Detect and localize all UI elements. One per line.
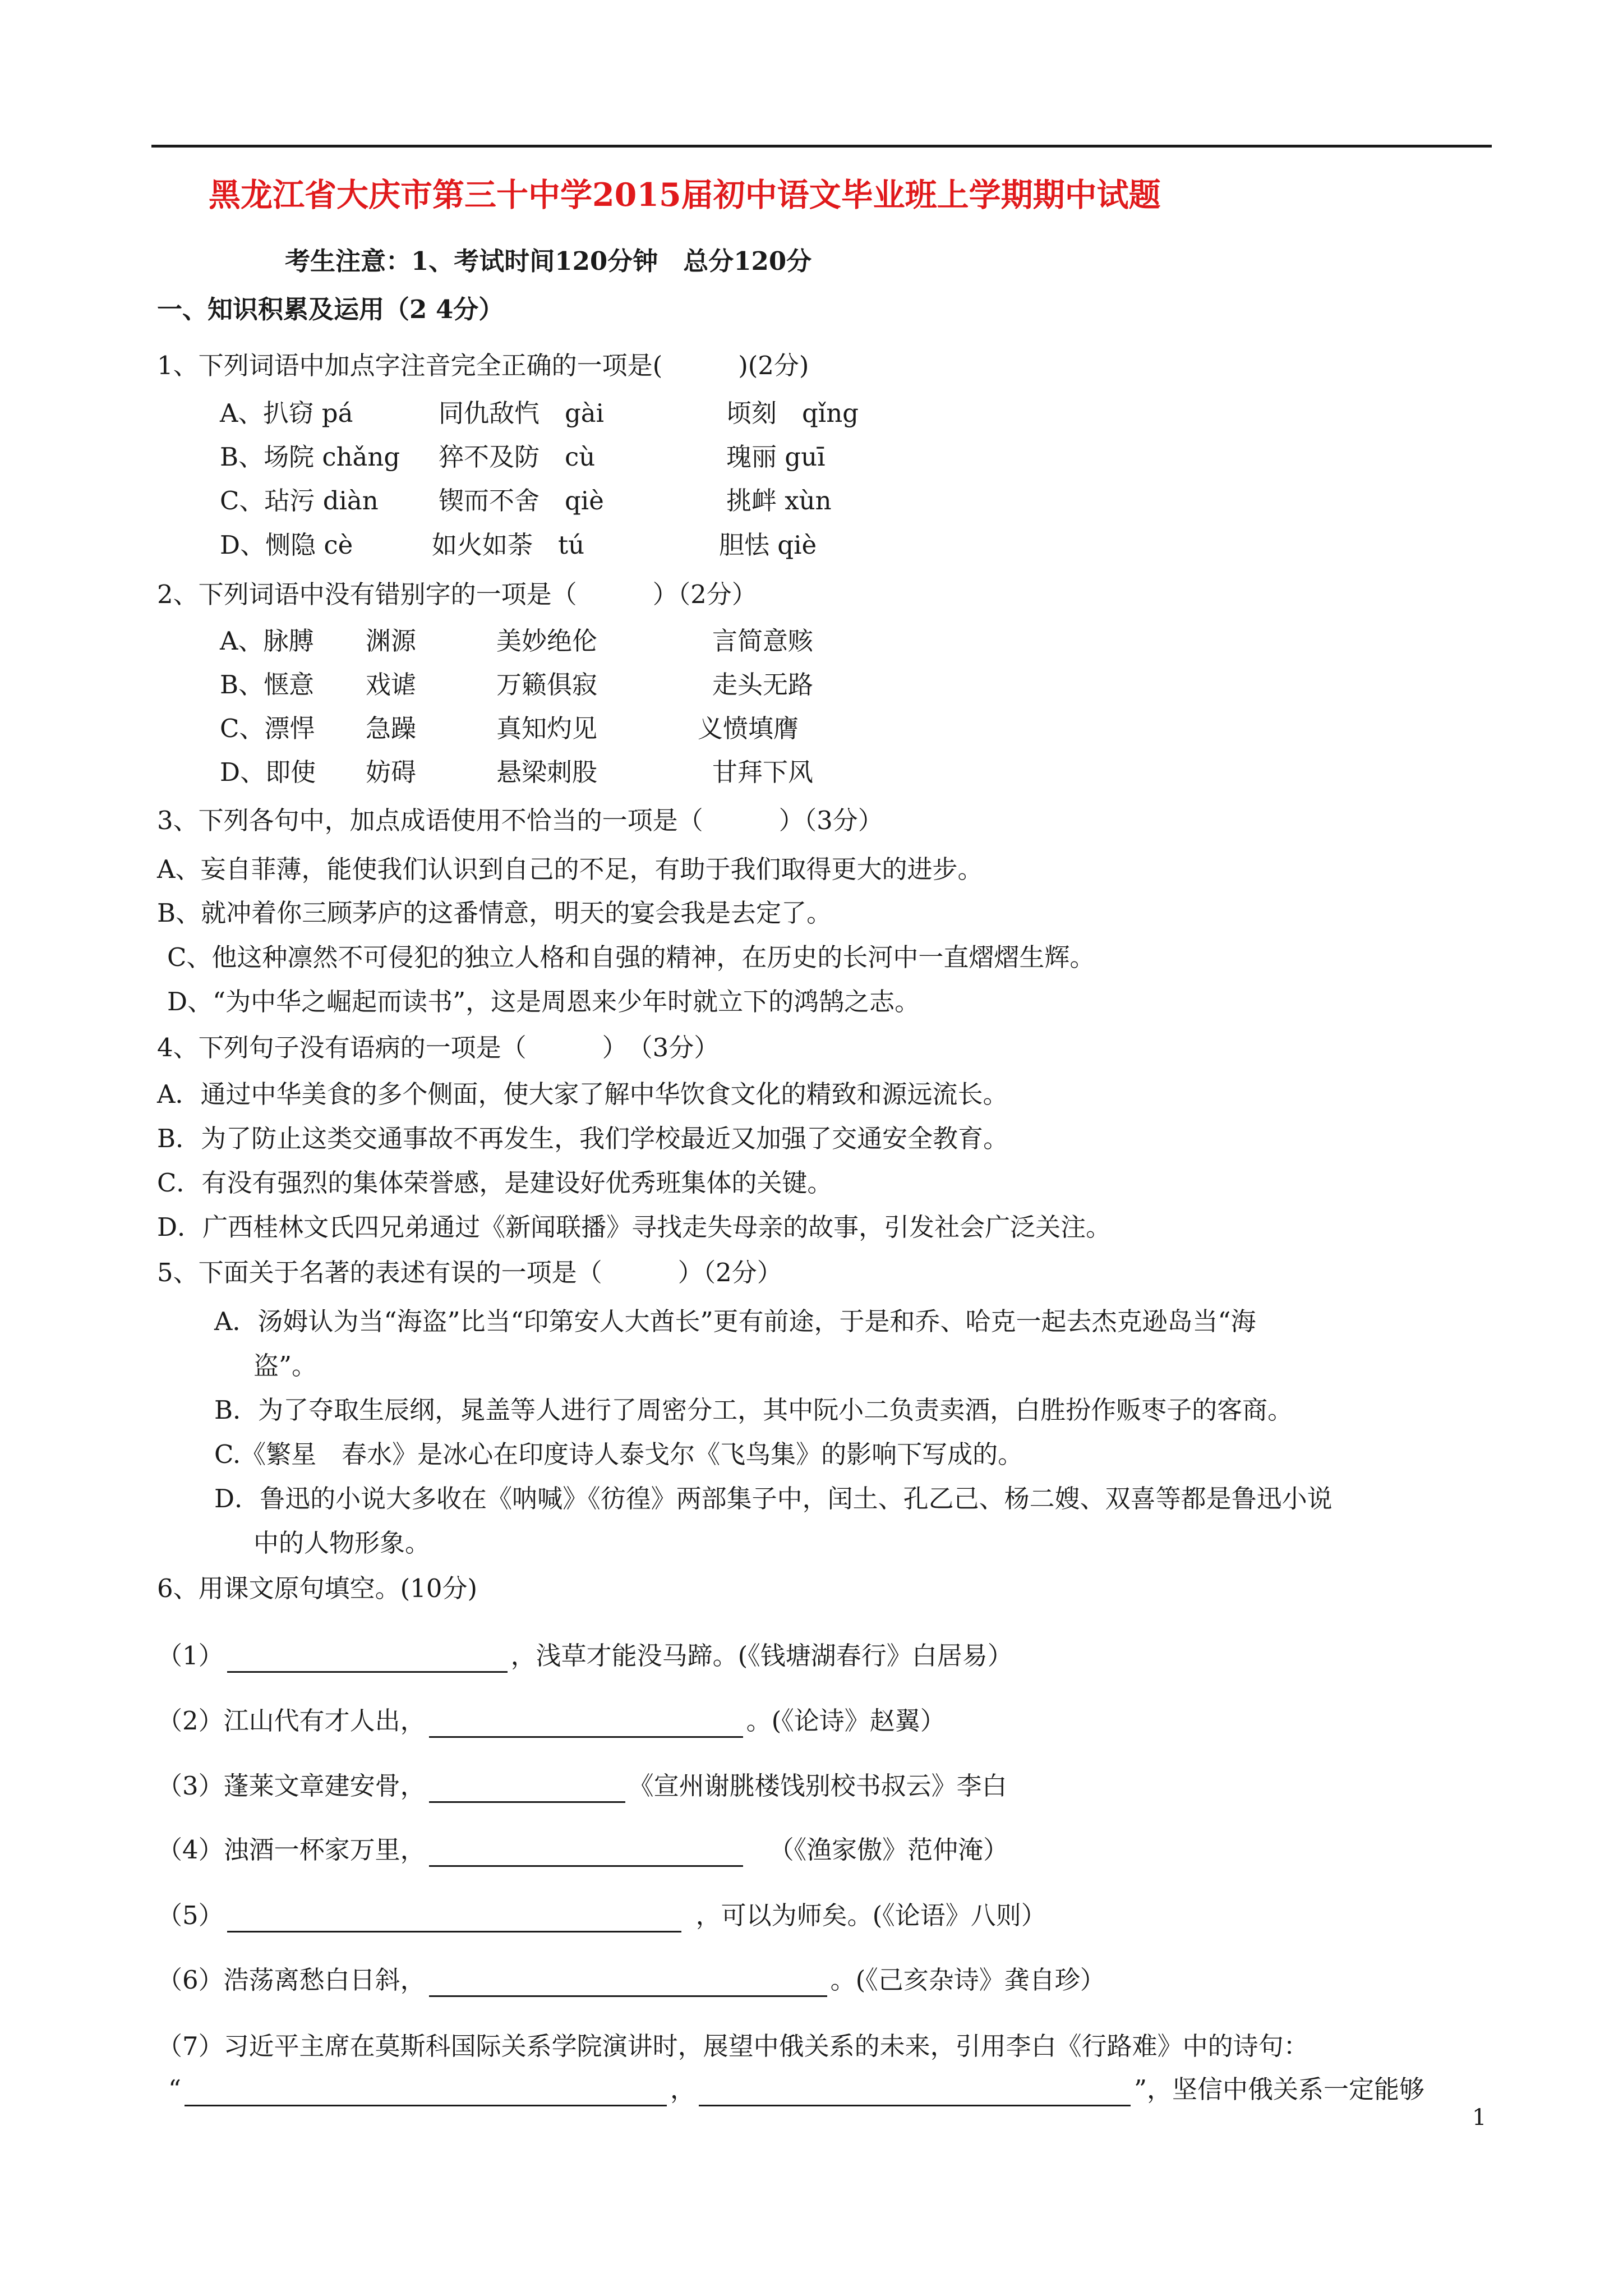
q5-option-d-continued: 中的人物形象。 — [253, 1528, 431, 1558]
q6-item-3-prefix: （3）蓬莱文章建安骨， — [157, 1771, 426, 1801]
q6-item-4-prefix: （4）浊酒一杯家万里， — [157, 1835, 426, 1865]
q6-item-1 — [157, 1639, 1013, 1673]
q6-item-7-blank-2[interactable] — [699, 2079, 1131, 2106]
q1-option-b-2: 猝不及防 cù — [439, 442, 596, 472]
q6-item-2-prefix: （2）江山代有才人出， — [157, 1706, 426, 1736]
q5-option-d: D．鲁迅的小说大多收在《呐喊》《彷徨》两部集子中，闰土、孔乙己、杨二嫂、双喜等都是鲁迅小说 — [214, 1484, 1332, 1513]
q1-option-d-2: 如火如荼 tú — [432, 530, 585, 560]
q6-item-5-prefix: （5） — [157, 1901, 224, 1930]
q6-item-2-blank[interactable] — [429, 1710, 743, 1738]
q2-option-c-3: 真知灼见 — [496, 714, 598, 743]
q6-item-7-tail: ”，坚信中俄关系一定能够 — [1134, 2074, 1425, 2104]
q6-item-7-line1: （7）习近平主席在莫斯科国际关系学院演讲时，展望中俄关系的未来，引用李白《行路难》中的诗句： — [157, 2031, 1309, 2061]
q3-option-a: A、妄自菲薄，能使我们认识到自己的不足，有助于我们取得更大的进步。 — [157, 854, 983, 884]
q6-item-1-blank[interactable] — [227, 1645, 508, 1673]
q2-option-a-2: 渊源 — [366, 626, 417, 656]
q6-item-5-blank[interactable] — [227, 1905, 681, 1932]
q4-option-a: A．通过中华美食的多个侧面，使大家了解中华饮食文化的精致和源远流长。 — [157, 1079, 1008, 1109]
q1-option-a-1: A、扒窃 pá — [220, 398, 353, 428]
section-1-heading: 一、知识积累及运用（2 4分） — [157, 295, 504, 324]
q1-option-b-1: B、场院 chǎng — [220, 442, 400, 472]
q4-option-b: B．为了防止这类交通事故不再发生，我们学校最近又加强了交通安全教育。 — [157, 1124, 1009, 1153]
q6-item-5-suffix: ，可以为师矣。(《论语》八则） — [695, 1901, 1046, 1930]
q2-option-b-3: 万籁俱寂 — [496, 670, 598, 700]
q2-option-d-2: 妨碍 — [366, 757, 417, 787]
q1-option-c-3: 挑衅 xùn — [726, 486, 832, 516]
header-rule — [151, 145, 1492, 148]
q6-item-4-suffix: （《渔家傲》范仲淹） — [768, 1835, 1009, 1865]
q2-option-c-4: 义愤填膺 — [698, 714, 799, 743]
q6-item-3-suffix: 《宣州谢朓楼饯别校书叔云》李白 — [628, 1771, 1007, 1801]
q2-option-a-4: 言简意赅 — [712, 626, 814, 656]
q3-option-d: D、“为中华之崛起而读书”，这是周恩来少年时就立下的鸿鹄之志。 — [167, 987, 920, 1016]
q6-item-1-suffix: ，浅草才能没马蹄。(《钱塘湖春行》白居易） — [510, 1641, 1013, 1671]
q1-option-c-2: 锲而不舍 qiè — [439, 486, 604, 516]
exam-notice: 考生注意：1、考试时间120分钟 总分120分 — [285, 246, 812, 276]
q6-item-7-blank-1[interactable] — [185, 2079, 667, 2106]
q2-option-b-4: 走头无路 — [712, 670, 814, 700]
q6-item-7-line2 — [168, 2073, 1424, 2106]
q3-option-c: C、他这种凛然不可侵犯的独立人格和自强的精神，在历史的长河中一直熠熠生辉。 — [167, 942, 1095, 972]
q2-option-d-3: 悬梁刺股 — [496, 757, 598, 787]
q5-option-c: C.《繁星 春水》是冰心在印度诗人泰戈尔《飞鸟集》的影响下写成的。 — [214, 1439, 1023, 1469]
q2-option-a-1: A、脉膊 — [220, 626, 314, 656]
q5-option-a-continued: 盗”。 — [253, 1351, 317, 1381]
q2-option-b-1: B、惬意 — [220, 670, 315, 700]
exam-title: 黑龙江省大庆市第三十中学2015届初中语文毕业班上学期期中试题 — [209, 176, 1161, 214]
q1-option-a-3: 顷刻 qǐng — [726, 398, 859, 428]
q1-stem: 1、下列词语中加点字注音完全正确的一项是( )(2分) — [157, 351, 809, 380]
q6-item-4 — [157, 1833, 1008, 1867]
q6-item-2-suffix: 。(《论诗》赵翼） — [746, 1706, 946, 1736]
q6-item-6-suffix: 。(《己亥杂诗》龚自珍） — [830, 1965, 1105, 1995]
q3-stem: 3、下列各句中，加点成语使用不恰当的一项是（ ）（3分） — [157, 806, 883, 835]
q5-option-a: A．汤姆认为当“海盗”比当“印第安人大酋长”更有前途，于是和乔、哈克一起去杰克逊岛当“海 — [214, 1306, 1256, 1336]
q2-stem: 2、下列词语中没有错别字的一项是（ ）（2分） — [157, 579, 757, 609]
q2-option-a-3: 美妙绝伦 — [496, 626, 598, 656]
q5-stem: 5、下面关于名著的表述有误的一项是（ ）（2分） — [157, 1258, 782, 1287]
q6-item-7-open-quote: “ — [168, 2074, 182, 2104]
q3-option-b: B、就冲着你三顾茅庐的这番情意，明天的宴会我是去定了。 — [157, 898, 832, 928]
q2-option-c-1: C、漂悍 — [220, 714, 315, 743]
q1-option-d-3: 胆怯 qiè — [719, 530, 817, 560]
q6-item-4-blank[interactable] — [429, 1839, 743, 1867]
page-number: 1 — [1472, 2105, 1487, 2131]
q6-item-6-prefix: （6）浩荡离愁白日斜， — [157, 1965, 426, 1995]
q1-option-c-1: C、玷污 diàn — [220, 486, 379, 516]
q1-option-d-1: D、恻隐 cè — [220, 530, 353, 560]
q2-option-d-4: 甘拜下风 — [712, 757, 814, 787]
q6-item-3-blank[interactable] — [429, 1775, 625, 1803]
q5-option-b: B．为了夺取生辰纲，晁盖等人进行了周密分工，其中阮小二负责卖酒，白胜扮作贩枣子的客商。 — [214, 1395, 1293, 1425]
q4-option-c: C．有没有强烈的集体荣誉感，是建设好优秀班集体的关键。 — [157, 1168, 833, 1198]
q6-item-7-comma: ， — [670, 2074, 696, 2104]
q2-option-d-1: D、即使 — [220, 757, 316, 787]
q6-item-6 — [157, 1963, 1105, 1997]
q6-item-2 — [157, 1704, 946, 1738]
q2-option-b-2: 戏谑 — [366, 670, 417, 700]
q4-option-d: D．广西桂林文氏四兄弟通过《新闻联播》寻找走失母亲的故事，引发社会广泛关注。 — [157, 1212, 1112, 1242]
q6-item-3 — [157, 1769, 1007, 1803]
q1-option-b-3: 瑰丽 guī — [726, 442, 826, 472]
q4-stem: 4、下列句子没有语病的一项是（ ） （3分） — [157, 1033, 720, 1062]
q2-option-c-2: 急躁 — [366, 714, 417, 743]
q6-item-6-blank[interactable] — [429, 1970, 827, 1997]
q1-option-a-2: 同仇敌忾 gài — [439, 398, 605, 428]
q6-stem: 6、用课文原句填空。(10分) — [157, 1573, 478, 1603]
q6-item-5 — [157, 1899, 1046, 1932]
q6-item-1-prefix: （1） — [157, 1641, 224, 1671]
